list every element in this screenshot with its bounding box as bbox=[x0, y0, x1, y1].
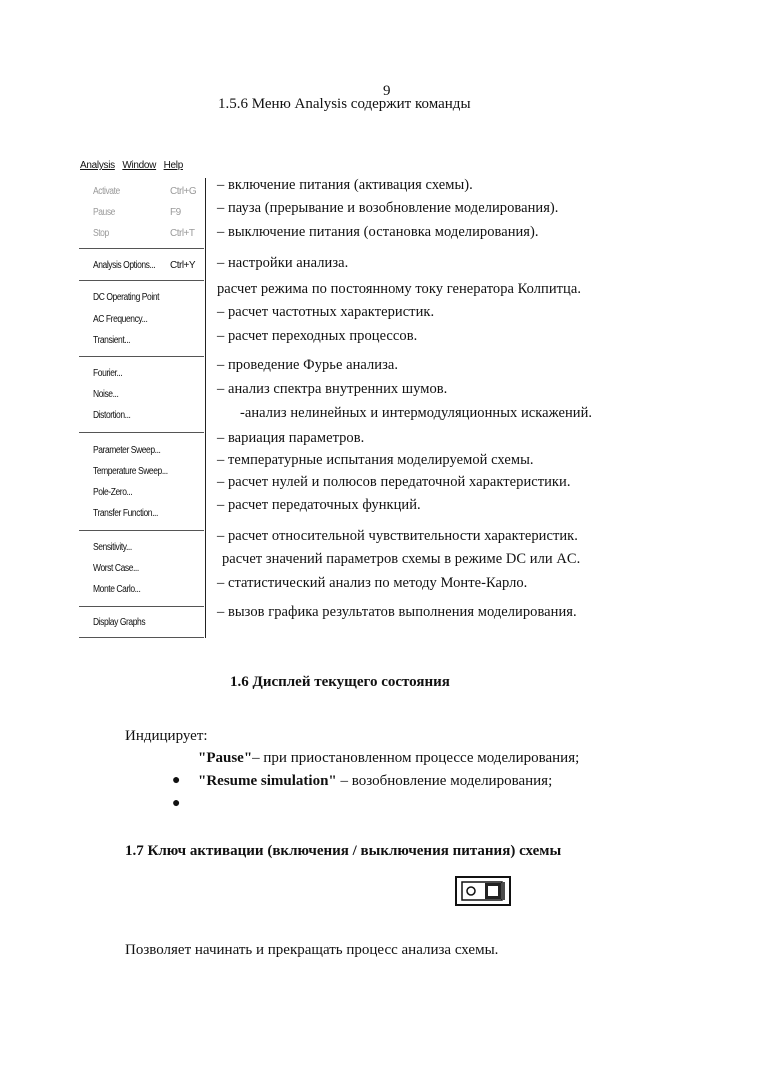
description-line: – проведение Фурье анализа. bbox=[217, 357, 399, 373]
menu-shortcut-analysis-options: Ctrl+Y bbox=[170, 260, 196, 271]
menu-item-sensitivity[interactable]: Sensitivity... bbox=[93, 542, 132, 553]
status-item-pause bbox=[198, 750, 579, 767]
description-line: расчет значений параметров схемы в режиме DC или AC. bbox=[222, 551, 581, 567]
menu-shortcut-stop: Ctrl+T bbox=[170, 228, 195, 239]
menu-separator bbox=[79, 280, 204, 281]
description-line: – вызов графика результатов выполнения моделирования. bbox=[217, 604, 577, 620]
menu-separator bbox=[79, 356, 204, 357]
description-line: – выключение питания (остановка моделирования). bbox=[217, 224, 539, 240]
menu-item-temperature-sweep[interactable]: Temperature Sweep... bbox=[93, 466, 168, 477]
menu-bar-window[interactable]: Window bbox=[122, 160, 157, 171]
menu-item-activate[interactable]: Activate bbox=[93, 186, 120, 197]
menu-item-monte-carlo[interactable]: Monte Carlo... bbox=[93, 584, 141, 595]
status-item-resume bbox=[198, 773, 552, 790]
bullet: ● bbox=[172, 796, 181, 811]
menu-item-stop[interactable]: Stop bbox=[93, 228, 109, 239]
description-line: – расчет переходных процессов. bbox=[217, 328, 418, 344]
menu-item-analysis-options[interactable]: Analysis Options... bbox=[93, 260, 156, 271]
status-item-text: – при приостановленном процессе моделирования; bbox=[252, 750, 580, 766]
menu-bar bbox=[80, 160, 210, 178]
menu-separator bbox=[79, 606, 204, 607]
page-number: 9 bbox=[383, 83, 391, 99]
menu-item-pole-zero[interactable]: Pole-Zero... bbox=[93, 487, 133, 498]
status-item-label: "Resume simulation" bbox=[198, 773, 337, 789]
menu-bar-help[interactable]: Help bbox=[163, 160, 183, 171]
menu-item-distortion[interactable]: Distortion... bbox=[93, 410, 131, 421]
menu-item-parameter-sweep[interactable]: Parameter Sweep... bbox=[93, 445, 161, 456]
description-line: – расчет нулей и полюсов передаточной характеристики. bbox=[217, 474, 571, 490]
section-1-7-description: Позволяет начинать и прекращать процесс анализа схемы. bbox=[125, 942, 499, 958]
menu-separator bbox=[79, 248, 204, 249]
section-1-7-title: 1.7 Ключ активации (включения / выключения питания) схемы bbox=[125, 843, 562, 859]
menu-item-noise[interactable]: Noise... bbox=[93, 389, 119, 400]
menu-item-transfer-function[interactable]: Transfer Function... bbox=[93, 508, 158, 519]
menu-separator bbox=[79, 530, 204, 531]
description-line: – статистический анализ по методу Монте-Карло. bbox=[217, 575, 528, 591]
bullet: ● bbox=[172, 773, 181, 788]
description-line: – пауза (прерывание и возобновление моделирования). bbox=[217, 200, 559, 216]
menu-item-worst-case[interactable]: Worst Case... bbox=[93, 563, 139, 574]
status-item-label: "Pause" bbox=[198, 750, 253, 766]
section-1-6-title: 1.6 Дисплей текущего состояния bbox=[230, 674, 450, 690]
description-line: – температурные испытания моделируемой схемы. bbox=[217, 452, 534, 468]
description-line: – расчет относительной чувствительности характеристик. bbox=[217, 528, 578, 544]
menu-separator bbox=[79, 432, 204, 433]
status-item-text: – возобновление моделирования; bbox=[336, 773, 553, 789]
section-intro: 1.5.6 Меню Analysis содержит команды bbox=[218, 96, 471, 112]
menu-item-transient[interactable]: Transient... bbox=[93, 335, 131, 346]
menu-shortcut-activate: Ctrl+G bbox=[170, 186, 197, 197]
description-line: – расчет частотных характеристик. bbox=[217, 304, 435, 320]
menu-item-pause[interactable]: Pause bbox=[93, 207, 115, 218]
description-line: – включение питания (активация схемы). bbox=[217, 177, 473, 193]
menu-bar-analysis[interactable]: Analysis bbox=[80, 160, 115, 171]
menu-item-dc-operating-point[interactable]: DC Operating Point bbox=[93, 292, 160, 303]
menu-item-ac-frequency[interactable]: AC Frequency... bbox=[93, 314, 148, 325]
description-line: расчет режима по постоянному току генератора Колпитца. bbox=[217, 281, 582, 297]
description-line: – настройки анализа. bbox=[217, 255, 349, 271]
analysis-menu bbox=[79, 178, 206, 638]
menu-item-fourier[interactable]: Fourier... bbox=[93, 368, 123, 379]
description-line: – вариация параметров. bbox=[217, 430, 365, 446]
menu-separator bbox=[79, 637, 204, 638]
power-switch-icon[interactable] bbox=[455, 876, 511, 906]
menu-shortcut-pause: F9 bbox=[170, 207, 181, 218]
description-line: – расчет передаточных функций. bbox=[217, 497, 421, 513]
description-line: -анализ нелинейных и интермодуляционных искажений. bbox=[240, 405, 593, 421]
description-line: – анализ спектра внутренних шумов. bbox=[217, 381, 448, 397]
section-1-6-intro: Индицирует: bbox=[125, 728, 208, 744]
menu-item-display-graphs[interactable]: Display Graphs bbox=[93, 617, 146, 628]
